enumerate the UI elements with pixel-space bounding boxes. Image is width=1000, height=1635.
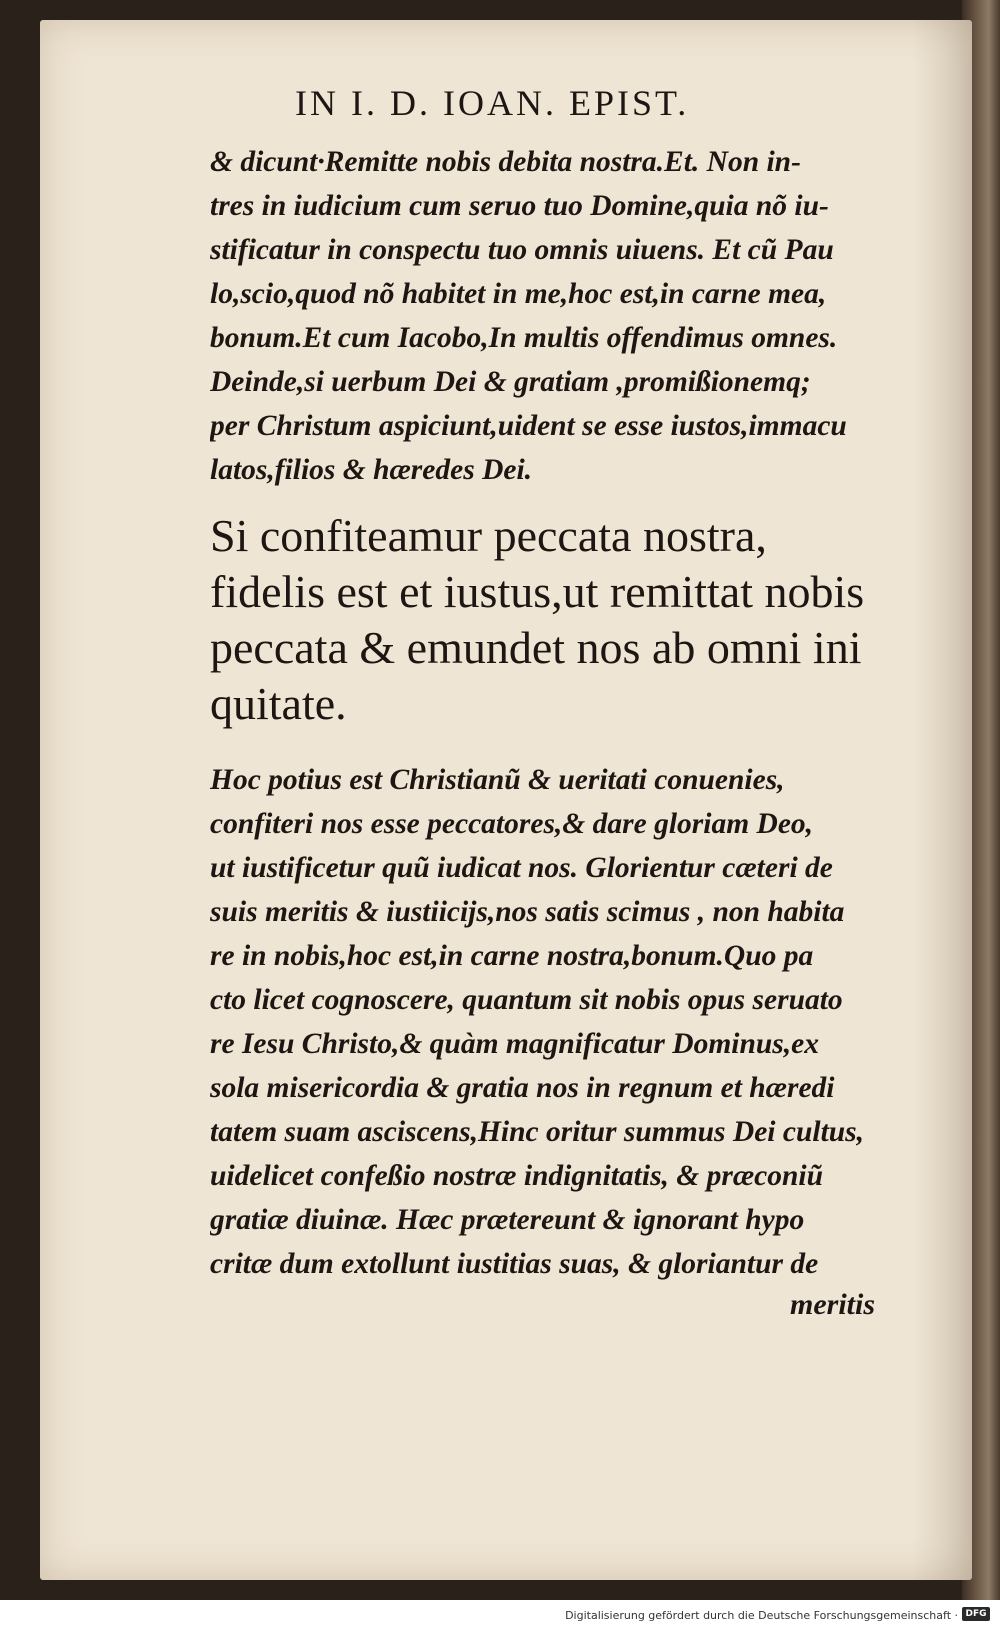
text-line: sola misericordia & gratia nos in regnum et hæredi (210, 1072, 835, 1104)
text-line: stificatur in conspectu tuo omnis uiuens. Et cũ Pau (210, 234, 834, 266)
text-line: confiteri nos esse peccatores,& dare gloriam Deo, (210, 808, 814, 840)
text-line: suis meritis & iustiicijs,nos satis scimus , non habita (210, 896, 845, 928)
lemma-line: fidelis est et iustus,ut remittat nobis (210, 566, 865, 617)
lemma-line: peccata & emundet nos ab omni ini (210, 622, 862, 673)
text-line: uidelicet confeßio nostræ indignitatis, & præconiũ (210, 1160, 824, 1192)
paragraph-commentary-2 (210, 758, 920, 1286)
text-line: tres in iudicium cum seruo tuo Domine,quia nõ iu- (210, 190, 829, 222)
text-line: tatem suam asciscens,Hinc oritur summus Dei cultus, (210, 1116, 865, 1148)
text-line: gratiæ diuinæ. Hæc prætereunt & ignorant hypo (210, 1204, 805, 1236)
text-line: & dicunt·Remitte nobis debita nostra.Et. Non in- (210, 146, 801, 178)
lemma-line: quitate. (210, 678, 347, 729)
text-line: cto licet cognoscere, quantum sit nobis opus seruato (210, 984, 843, 1016)
running-head: IN I. D. IOAN. EPIST. (295, 83, 690, 123)
text-line: Hoc potius est Christianũ & ueritati conuenies, (210, 764, 785, 796)
text-line: ut iustificetur quũ iudicat nos. Glorientur cæteri de (210, 852, 833, 884)
text-line: re Iesu Christo,& quàm magnificatur Dominus,ex (210, 1028, 819, 1060)
catchword: meritis (790, 1288, 876, 1321)
dfg-logo: DFG (962, 1607, 990, 1621)
text-line: per Christum aspiciunt,uident se esse iustos,immacu (210, 410, 847, 442)
gutter-shadow (912, 20, 972, 1580)
lemma-line: Si confiteamur peccata nostra, (210, 510, 767, 561)
scripture-lemma (210, 508, 920, 732)
text-line: bonum.Et cum Iacobo,In multis offendimus omnes. (210, 322, 838, 354)
text-line: latos,filios & hæredes Dei. (210, 454, 533, 486)
digitization-footer (0, 1600, 1000, 1635)
text-line: critæ dum extollunt iustitias suas, & gloriantur de (210, 1248, 819, 1280)
footer-credit: Digitalisierung gefördert durch die Deutsche Forschungsgemeinschaft · (565, 1609, 958, 1622)
text-line: lo,scio,quod nõ habitet in me,hoc est,in carne mea, (210, 278, 827, 310)
paragraph-commentary-1 (210, 140, 920, 492)
text-line: Deinde,si uerbum Dei & gratiam ,promißionemq; (210, 366, 811, 398)
text-line: re in nobis,hoc est,in carne nostra,bonum.Quo pa (210, 940, 814, 972)
